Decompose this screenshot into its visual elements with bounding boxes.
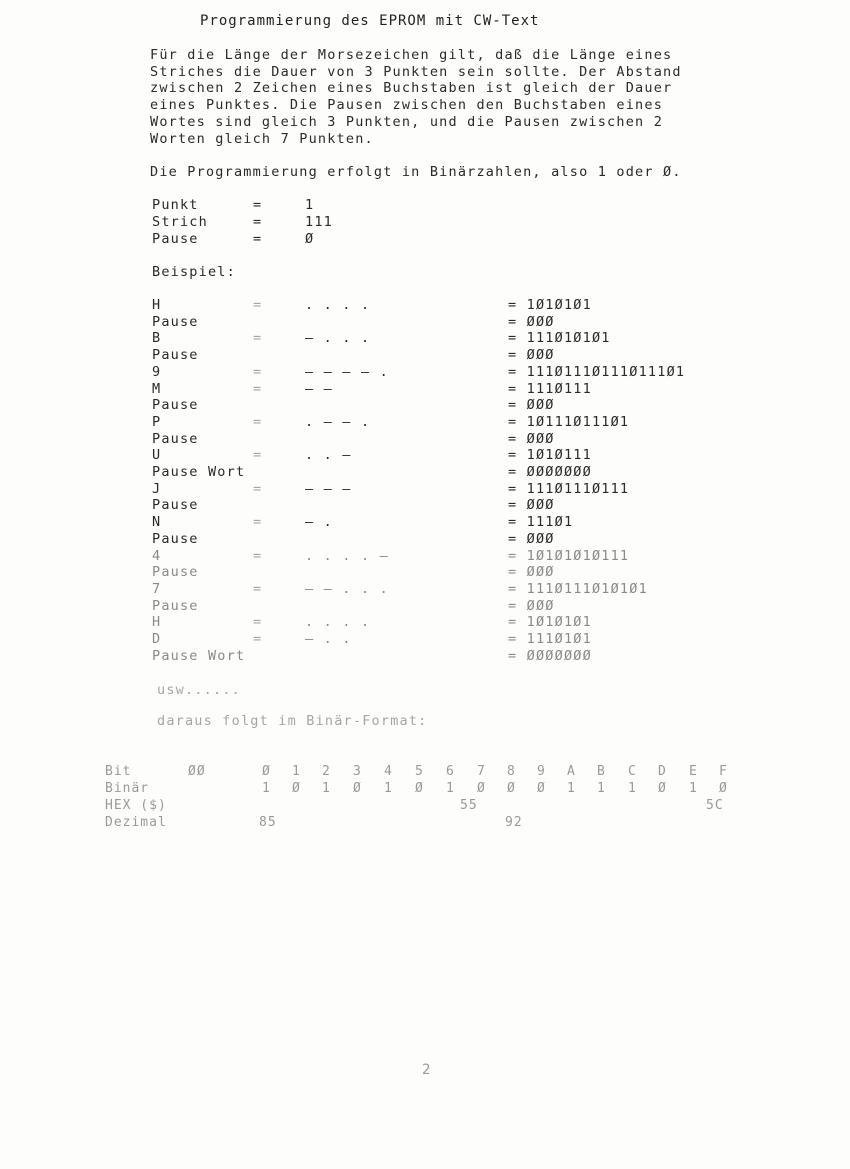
example-row [0,614,850,630]
example-morse: . — — . [305,413,371,430]
example-name: J [152,480,162,497]
example-name: Pause [152,497,199,514]
binaer-value: 1 [567,781,576,796]
example-binary: = ØØØ [508,347,555,364]
example-row [0,347,850,363]
example-equals: = [253,447,263,464]
bit-index: 4 [384,764,393,779]
bit-index: E [689,764,698,779]
hex-value: 5C [706,798,724,813]
example-row [0,564,850,580]
hex-label: HEX ($) [105,798,167,813]
example-binary: = 111Ø1Ø1 [508,631,592,647]
binaer-value: 1 [689,781,698,796]
example-row [0,497,850,513]
binaer-value: 1 [446,781,455,796]
bit-index: Ø [262,764,271,779]
example-name: 9 [152,363,162,380]
example-binary: = ØØØ [508,397,555,414]
binaer-value: Ø [507,781,516,796]
example-binary: = ØØØ [508,430,555,447]
example-morse: — . . [305,631,352,647]
definition-equals: = [253,231,263,247]
definition-value: 1 [305,197,315,213]
example-binary: = 1Ø1Ø1Ø1 [508,297,592,313]
binaer-value: Ø [292,781,301,796]
dezimal-row [0,815,850,831]
example-morse: — — . . . [305,580,389,597]
example-row [0,297,850,313]
example-row [0,447,850,463]
bit-index: A [567,764,576,779]
example-name: Pause [152,313,199,330]
usw-text: usw...... [157,682,241,698]
binaer-value: Ø [719,781,728,796]
example-binary: = ØØØ [508,564,555,581]
example-morse: — — [305,380,333,397]
binaer-row [0,781,850,797]
binary-note: Die Programmierung erfolgt in Binärzahlen, also 1 oder Ø. [150,164,682,180]
example-morse: . . . . — [305,547,389,564]
example-row [0,431,850,447]
example-name: P [152,413,162,430]
bit-label: Bit [105,764,132,779]
intro-line: eines Punktes. Die Pausen zwischen den Buchstaben eines [150,97,664,114]
example-binary: = ØØØØØØØ [508,464,592,480]
binaer-value: Ø [658,781,667,796]
example-morse: — — — — . [305,363,389,380]
intro-line: Für die Länge der Morsezeichen gilt, daß die Länge eines [150,47,673,63]
example-equals: = [253,480,263,497]
example-binary: = 111Ø111 [508,380,592,397]
example-morse: . . — [305,447,352,464]
example-row [0,548,850,564]
example-binary: = 111Ø111Ø111 [508,480,630,497]
example-row [0,648,850,664]
definition-equals: = [253,214,263,230]
binaer-value: Ø [537,781,546,796]
example-name: D [152,631,162,647]
dezimal-value: 85 [259,815,277,830]
hex-value: 55 [460,798,478,813]
bit-index: C [628,764,637,779]
example-equals: = [253,614,263,631]
bit-index: 8 [507,764,516,779]
bit-index: B [597,764,606,779]
example-binary: = 111Ø111Ø111Ø111Ø1 [508,363,686,380]
example-equals: = [253,413,263,430]
example-binary: = 111Ø111Ø1Ø1Ø1 [508,580,648,597]
page-title: Programmierung des EPROM mit CW-Text [200,13,540,29]
example-binary: = ØØØ [508,497,555,514]
example-row [0,631,850,647]
bit-index: 7 [477,764,486,779]
binaer-value: 1 [384,781,393,796]
example-equals: = [253,514,263,531]
binaer-value: Ø [353,781,362,796]
bit-index: 6 [446,764,455,779]
binaer-value: 1 [597,781,606,796]
example-name: U [152,447,162,464]
example-binary: = 1Ø1Ø1Ø1Ø111 [508,547,630,564]
example-name: Pause [152,597,199,614]
intro-paragraph [150,47,750,147]
bit-index: 5 [415,764,424,779]
definition-row [0,214,850,230]
example-binary: = 111Ø1 [508,514,574,531]
dezimal-value: 92 [505,815,523,830]
bit-start: ØØ [188,764,206,779]
example-name: H [152,297,162,313]
bit-index: 3 [353,764,362,779]
example-name: 4 [152,547,162,564]
example-binary: = ØØØ [508,313,555,330]
example-row [0,481,850,497]
example-morse: — . . . [305,330,371,347]
example-binary: = 1Ø1Ø1Ø1 [508,614,592,631]
intro-line: Striches die Dauer von 3 Punkten sein sollte. Der Abstand [150,63,682,80]
example-row [0,381,850,397]
example-equals: = [253,297,263,313]
definition-value: 111 [305,214,333,230]
example-row [0,364,850,380]
example-equals: = [253,380,263,397]
definition-row [0,197,850,213]
example-binary: = ØØØ [508,530,555,547]
bit-index: D [658,764,667,779]
example-name: H [152,614,162,631]
example-label: Beispiel: [152,264,236,280]
example-row [0,464,850,480]
binaer-label: Binär [105,781,150,796]
example-row [0,514,850,530]
intro-line: Worten gleich 7 Punkten. [150,130,374,147]
intro-line: Wortes sind gleich 3 Punkten, und die Pausen zwischen 2 [150,113,664,130]
example-name: Pause Wort [152,647,246,664]
example-name: Pause [152,397,199,414]
definition-name: Pause [152,231,199,247]
binaer-value: 1 [262,781,271,796]
example-morse: . . . . [305,614,371,631]
bit-index: 2 [322,764,331,779]
example-name: Pause [152,564,199,581]
example-row [0,414,850,430]
example-morse: . . . . [305,297,371,313]
example-row [0,531,850,547]
example-row [0,314,850,330]
definition-name: Strich [152,214,208,230]
daraus-text: daraus folgt im Binär-Format: [157,713,428,729]
example-binary: = 1Ø111Ø111Ø1 [508,413,630,430]
example-equals: = [253,631,263,647]
hex-row [0,798,850,814]
example-row [0,581,850,597]
example-name: 7 [152,580,162,597]
example-binary: = ØØØ [508,597,555,614]
example-equals: = [253,363,263,380]
intro-line: zwischen 2 Zeichen eines Buchstaben ist gleich der Dauer [150,80,673,97]
definition-equals: = [253,197,263,213]
bit-row [0,764,850,780]
bit-index: F [719,764,728,779]
example-equals: = [253,330,263,347]
example-binary: = 111Ø1Ø1Ø1 [508,330,611,347]
example-name: B [152,330,162,347]
definition-name: Punkt [152,197,199,213]
example-row [0,330,850,346]
binaer-value: Ø [477,781,486,796]
binaer-value: Ø [415,781,424,796]
example-name: M [152,380,162,397]
example-row [0,397,850,413]
example-binary: = ØØØØØØØ [508,647,592,664]
example-binary: = 1Ø1Ø111 [508,447,592,464]
example-name: Pause Wort [152,464,246,480]
example-equals: = [253,547,263,564]
example-name: N [152,514,162,531]
definition-row [0,231,850,247]
binaer-value: 1 [322,781,331,796]
example-row [0,598,850,614]
example-name: Pause [152,347,199,364]
example-equals: = [253,580,263,597]
example-name: Pause [152,530,199,547]
example-morse: — — — [305,480,352,497]
binaer-value: 1 [628,781,637,796]
example-morse: — . [305,514,333,531]
bit-index: 9 [537,764,546,779]
definition-value: Ø [305,231,315,247]
dezimal-label: Dezimal [105,815,167,830]
bit-index: 1 [292,764,301,779]
example-name: Pause [152,430,199,447]
page-number: 2 [422,1062,431,1078]
